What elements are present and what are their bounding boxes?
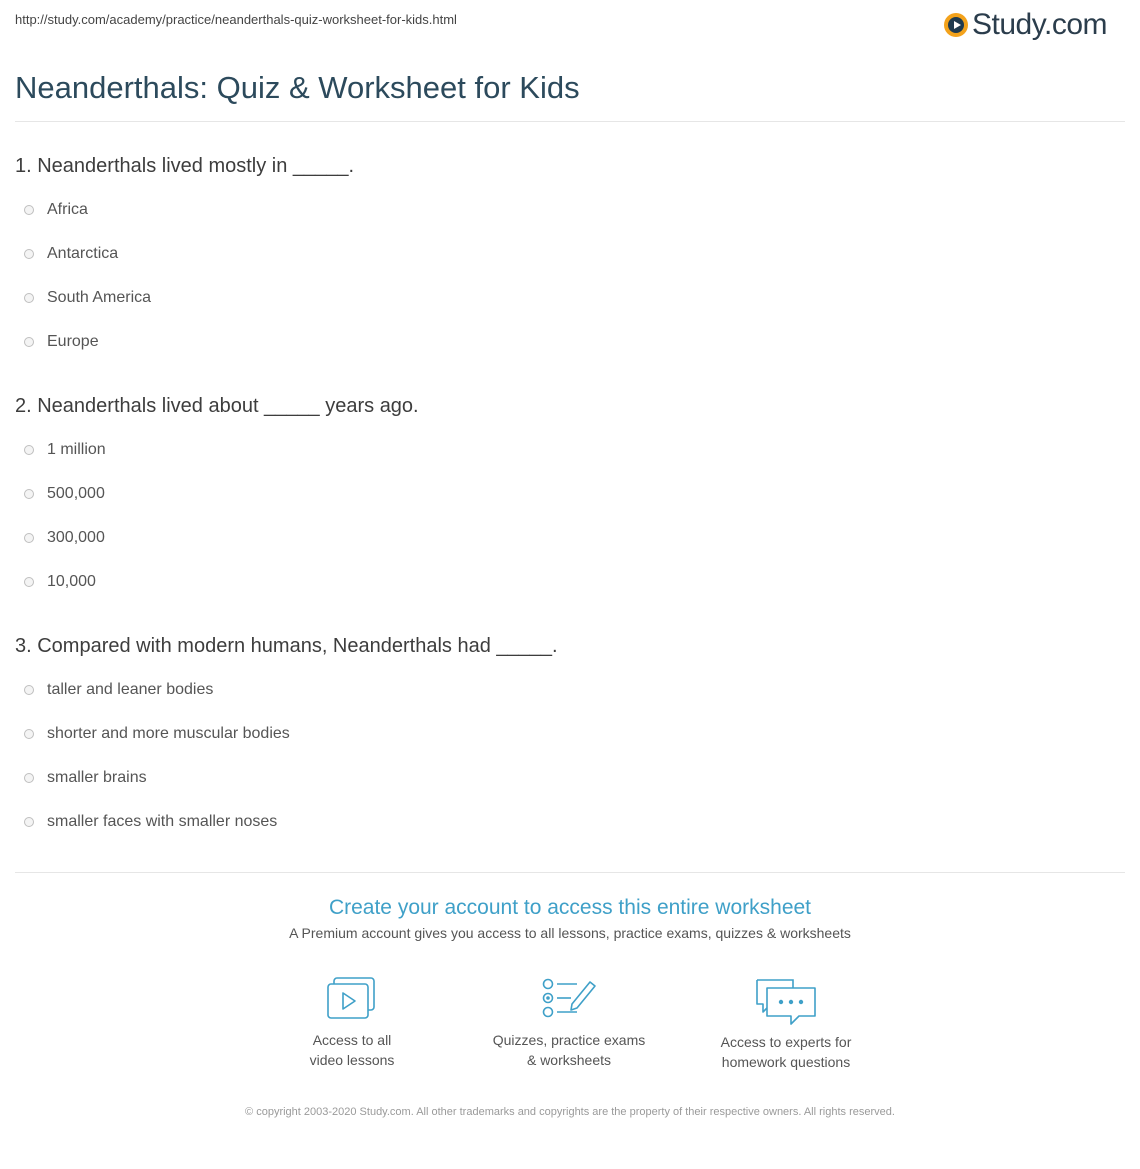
answer-option[interactable] <box>24 571 96 593</box>
answer-option[interactable] <box>24 331 99 353</box>
answer-option[interactable] <box>24 767 147 789</box>
option-label: 1 million <box>47 441 106 458</box>
radio-button[interactable] <box>24 205 34 215</box>
divider <box>15 121 1125 122</box>
logo-text: Study.com <box>972 8 1107 41</box>
question-2: 2. Neanderthals lived about _____ years ago. <box>15 395 419 417</box>
page-title: Neanderthals: Quiz & Worksheet for Kids <box>15 70 580 105</box>
feature-label: Access to experts for <box>720 1034 852 1050</box>
answer-option[interactable] <box>24 527 105 549</box>
page-url: http://study.com/academy/practice/neanderthals-quiz-worksheet-for-kids.html <box>15 12 457 27</box>
radio-button[interactable] <box>24 685 34 695</box>
option-label: shorter and more muscular bodies <box>47 725 290 742</box>
option-label: Africa <box>47 201 88 218</box>
feature-label: Quizzes, practice exams <box>492 1032 646 1048</box>
cta-subtitle: A Premium account gives you access to all lessons, practice exams, quizzes & worksheets <box>289 925 851 941</box>
radio-button[interactable] <box>24 293 34 303</box>
answer-option[interactable] <box>24 679 213 701</box>
option-label: 500,000 <box>47 485 105 502</box>
radio-button[interactable] <box>24 577 34 587</box>
option-label: 10,000 <box>47 573 96 590</box>
radio-button[interactable] <box>24 533 34 543</box>
question-3: 3. Compared with modern humans, Neanderthals had _____. <box>15 635 558 657</box>
radio-button[interactable] <box>24 445 34 455</box>
option-label: smaller brains <box>47 769 147 786</box>
radio-button[interactable] <box>24 773 34 783</box>
answer-option[interactable] <box>24 439 106 461</box>
radio-button[interactable] <box>24 729 34 739</box>
feature-quizzes <box>469 976 669 1070</box>
radio-button[interactable] <box>24 489 34 499</box>
answer-option[interactable] <box>24 811 277 833</box>
feature-experts <box>686 976 886 1072</box>
copyright-footer: © copyright 2003-2020 Study.com. All other trademarks and copyrights are the property of their respective owners. All rights reserved. <box>245 1106 895 1118</box>
radio-button[interactable] <box>24 249 34 259</box>
answer-option[interactable] <box>24 723 290 745</box>
feature-label: video lessons <box>309 1052 395 1068</box>
expert-chat-icon <box>753 976 819 1028</box>
feature-label: homework questions <box>721 1054 851 1070</box>
radio-button[interactable] <box>24 337 34 347</box>
feature-label: & worksheets <box>526 1052 612 1068</box>
option-label: South America <box>47 289 152 306</box>
answer-option[interactable] <box>24 287 151 309</box>
create-account-link[interactable]: Create your account to access this entire worksheet <box>328 896 812 919</box>
video-lessons-icon <box>326 976 378 1020</box>
question-1: 1. Neanderthals lived mostly in _____. <box>15 155 355 177</box>
study-logo[interactable] <box>944 6 1107 44</box>
option-label: 300,000 <box>47 529 105 546</box>
feature-label: Access to all <box>312 1032 392 1048</box>
quiz-checklist-icon <box>541 976 597 1020</box>
option-label: Europe <box>47 333 99 350</box>
answer-option[interactable] <box>24 243 118 265</box>
top-bar <box>0 0 1140 48</box>
option-label: smaller faces with smaller noses <box>47 813 278 830</box>
divider <box>15 872 1125 873</box>
radio-button[interactable] <box>24 817 34 827</box>
answer-option[interactable] <box>24 199 88 221</box>
option-label: Antarctica <box>47 245 119 262</box>
answer-option[interactable] <box>24 483 105 505</box>
play-logo-icon <box>944 13 968 37</box>
option-label: taller and leaner bodies <box>47 681 214 698</box>
feature-video-lessons <box>252 976 452 1070</box>
